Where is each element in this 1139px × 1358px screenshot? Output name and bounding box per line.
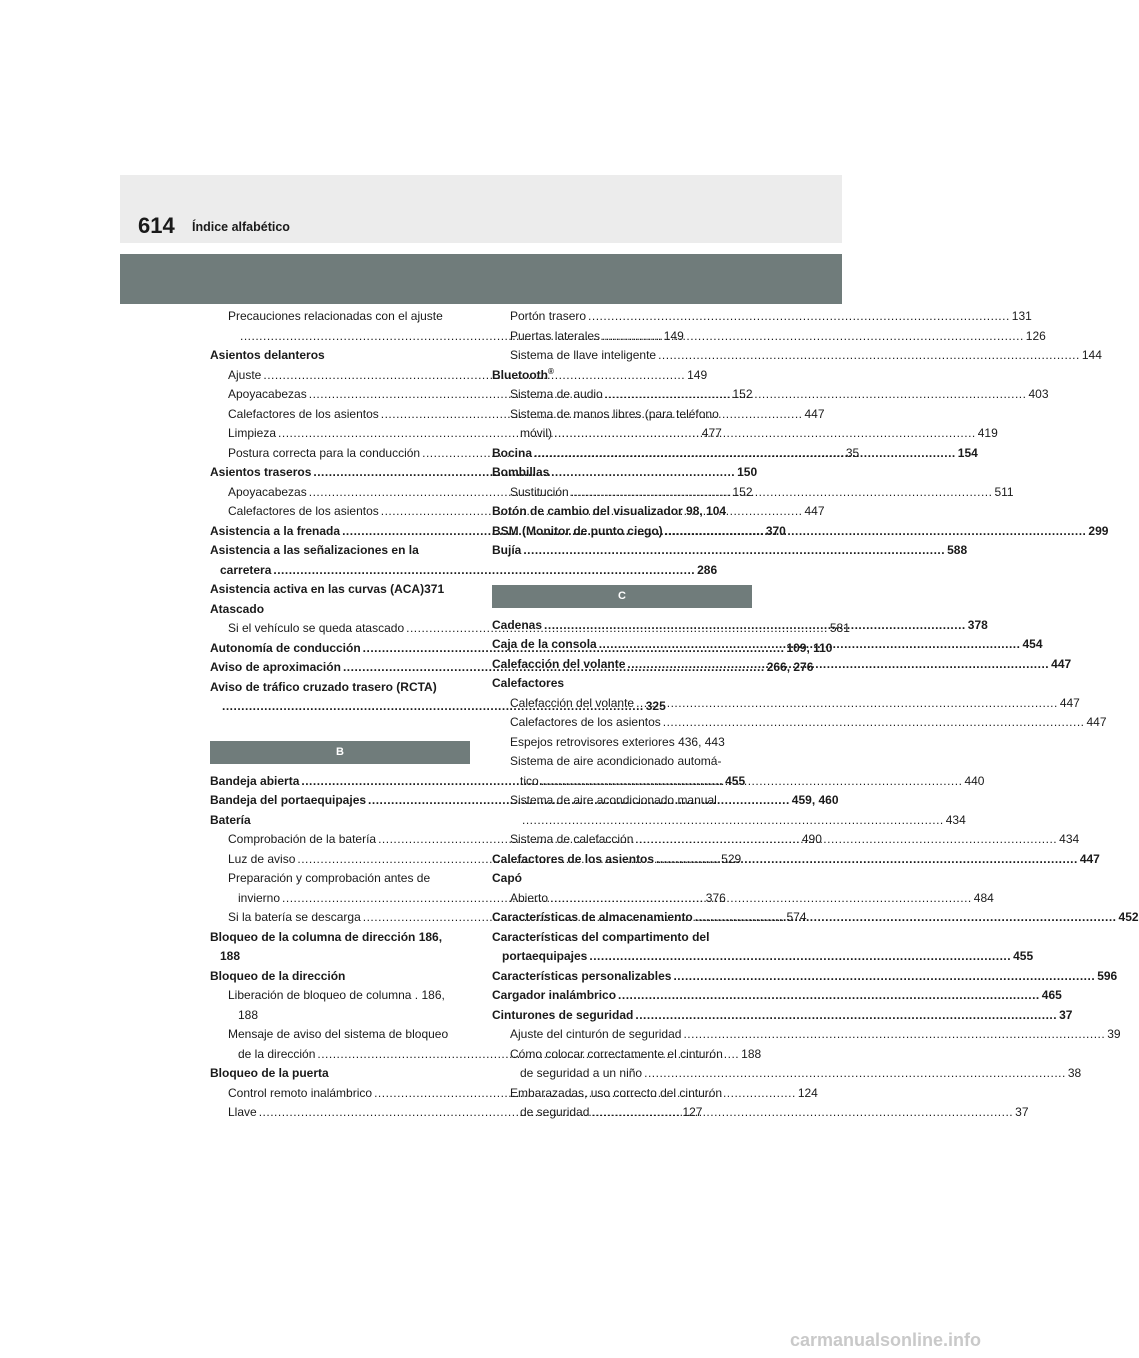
index-entry-term: Puertas laterales	[510, 328, 601, 343]
index-entry-page: 581	[829, 621, 850, 635]
index-entry-term: Cargador inalámbrico	[492, 988, 617, 1002]
section-title: Índice alfabético	[192, 220, 290, 234]
index-entry-term: de la dirección	[238, 1046, 316, 1061]
index-entry-term: Embarazadas, uso correcto del cinturón	[510, 1085, 723, 1100]
index-entry-term: Aviso de tráfico cruzado trasero (RCTA)	[210, 679, 437, 694]
leader-dots	[665, 522, 1087, 542]
index-entry-page: 452	[1118, 910, 1139, 924]
leader-dots	[605, 385, 1027, 405]
leader-dots	[588, 307, 1010, 327]
leader-dots	[658, 346, 1080, 366]
index-entry-term: Bluetooth®	[492, 366, 554, 382]
index-entry	[210, 580, 470, 600]
leader-dots	[644, 1064, 1066, 1084]
index-entry-page: 574	[786, 910, 807, 924]
index-entry-page: 131	[1011, 309, 1032, 323]
index-entry-term: Calefacción del volante	[510, 695, 635, 710]
index-entry-term: Postura correcta para la conducción	[228, 445, 421, 460]
index-entry-page: 152	[732, 484, 753, 499]
leader-dots	[522, 811, 944, 831]
index-entry	[210, 1064, 470, 1084]
index-entry	[210, 678, 470, 698]
index-entry	[492, 694, 1080, 714]
index-entry	[492, 1084, 752, 1104]
index-entry-page: 370	[765, 523, 786, 538]
index-entry-term: Abierto	[510, 890, 549, 905]
index-entry-term: Llave	[228, 1105, 257, 1119]
index-entry-term: Calefactores de los asientos	[492, 851, 655, 866]
index-entry-page: 286	[697, 562, 718, 577]
index-entry	[492, 928, 752, 948]
leader-dots	[695, 908, 1117, 928]
index-entry	[210, 986, 470, 1006]
index-entry-term: Calefacción del volante	[492, 656, 626, 671]
index-entry-page: 447	[1079, 851, 1100, 866]
index-entry-page: 39	[1107, 1027, 1121, 1041]
index-entry	[492, 502, 752, 522]
index-entry	[492, 869, 752, 889]
index-entry-page: 149	[663, 328, 684, 343]
index-entry-page: 378	[967, 617, 988, 632]
header-dark-band	[120, 254, 842, 304]
index-entry	[210, 561, 718, 581]
index-entry	[492, 463, 752, 483]
index-entry	[492, 772, 985, 792]
index-entry-term: Cinturones de seguridad	[492, 1007, 634, 1022]
index-entry-page: 419	[977, 426, 998, 440]
index-entry-term: de seguridad	[520, 1105, 590, 1119]
index-entry-term: tico	[520, 773, 539, 788]
index-entry	[492, 1064, 1082, 1084]
index-entry-page: 447	[804, 504, 825, 518]
index-entry	[492, 385, 1049, 405]
index-entry-term: Sistema de manos libres (para teléfono	[510, 406, 719, 421]
letter-heading-c: C	[492, 585, 752, 608]
index-entry	[492, 405, 752, 425]
index-entry	[492, 791, 752, 811]
index-entry	[492, 1045, 752, 1065]
index-entry-term: Capó	[492, 871, 522, 885]
index-entry	[492, 850, 1100, 870]
index-entry-term: Cadenas	[492, 617, 543, 632]
index-entry	[492, 986, 1062, 1006]
index-entry	[210, 967, 470, 987]
leader-dots	[673, 967, 1095, 987]
leader-dots	[635, 830, 1057, 850]
leader-dots	[618, 986, 1040, 1006]
index-entry-term: Asientos traseros	[210, 465, 312, 479]
index-entry-term: Si la batería se descarga	[228, 910, 361, 924]
index-entry-page: 124	[797, 1085, 818, 1100]
index-entry-page: 109, 110	[786, 640, 833, 655]
index-entry-term: Preparación y comprobación antes de	[228, 871, 431, 885]
index-entry-term: Espejos retrovisores exteriores 436, 443	[510, 734, 725, 749]
index-entry-page: 465	[1041, 988, 1062, 1002]
index-entry-term: Calefactores de los asientos	[228, 504, 379, 518]
watermark: carmanualsonline.info	[790, 1330, 982, 1350]
leader-dots	[534, 444, 956, 464]
index-entry-term: Limpieza	[228, 426, 277, 440]
index-entry-page: 588	[947, 543, 968, 557]
leader-dots	[627, 655, 1049, 675]
index-entry-page: 149	[687, 367, 708, 382]
index-entry-page: 477	[701, 426, 722, 440]
index-entry-term: Asistencia a la frenada	[210, 523, 341, 538]
leader-dots	[591, 1103, 1013, 1123]
index-entry-page: 403	[1028, 387, 1049, 401]
index-entry	[210, 307, 470, 327]
index-entry-page: 38	[1067, 1066, 1082, 1080]
index-entry	[210, 541, 470, 561]
index-entry-page: 434	[945, 812, 966, 827]
leader-dots	[663, 713, 1085, 733]
leader-dots	[656, 850, 1078, 870]
index-entry	[210, 1006, 470, 1026]
index-entry	[492, 346, 1102, 366]
index-entry-term: Características personalizables	[492, 968, 672, 983]
index-entry-page: 447	[1051, 656, 1072, 671]
index-entry-term: Atascado	[210, 601, 265, 616]
index-entry-page: 434	[1059, 832, 1080, 846]
index-entry	[492, 752, 752, 772]
index-entry-term: Sistema de aire acondicionado manual	[510, 793, 717, 807]
index-entry-term: Bloqueo de la puerta	[210, 1066, 329, 1080]
index-entry	[492, 947, 1034, 967]
index-entry-term: Aviso de aproximación	[210, 660, 341, 674]
index-entry-term: Sustitución	[510, 484, 569, 499]
index-entry-term: portaequipajes	[502, 949, 588, 963]
index-entry-term: Apoyacabezas	[228, 387, 307, 401]
index-entry-term: 188	[238, 1007, 259, 1022]
index-entry-term: 188	[220, 949, 241, 963]
leader-dots	[635, 1006, 1057, 1026]
index-entry-term: Asistencia a las señalizaciones en la	[210, 543, 419, 557]
index-entry-page: 266, 276	[766, 660, 814, 674]
index-entry-page: 299	[1088, 523, 1109, 538]
index-entry-term: Bloqueo de la columna de dirección 186,	[210, 929, 443, 944]
index-entry	[210, 947, 470, 967]
index-entry-page: 455	[1013, 949, 1034, 963]
leader-dots	[571, 483, 993, 503]
index-entry	[492, 733, 752, 753]
page-number: 614	[138, 213, 175, 238]
index-entry-term: BSM (Monitor de punto ciego)	[492, 523, 663, 538]
index-entry-term: Sistema de llave inteligente	[510, 348, 657, 362]
index-entry	[492, 713, 1107, 733]
index-entry-page: 126	[1025, 328, 1046, 343]
letter-heading-b: B	[210, 741, 470, 764]
index-entry-term: Sistema de calefacción	[510, 832, 634, 846]
leader-dots	[554, 424, 976, 444]
index-entry	[210, 869, 470, 889]
index-entry-term: móvil)	[520, 426, 552, 440]
index-entry-page: 154	[957, 445, 978, 460]
index-entry-page: 447	[1086, 715, 1107, 729]
index-entry-term: Si el vehículo se queda atascado	[228, 621, 405, 635]
index-entry-page: 35	[845, 445, 860, 460]
index-entry-term: Sistema de aire acondicionado automá-	[510, 754, 722, 768]
index-entry	[492, 674, 752, 694]
index-entry	[492, 1025, 1121, 1045]
leader-dots	[541, 772, 963, 792]
index-entry	[210, 1025, 470, 1045]
index-entry-term: Ajuste	[228, 367, 262, 382]
index-entry-page: 454	[1022, 637, 1043, 651]
index-entry	[492, 1006, 1073, 1026]
index-entry-page: 529	[721, 851, 742, 866]
index-entry-page: 150	[737, 465, 758, 479]
index-entry-term: Portón trasero	[510, 309, 587, 323]
index-entry-term: Bombillas	[492, 465, 550, 479]
index-entry-term: carretera	[220, 562, 272, 577]
index-entry	[210, 928, 470, 948]
leader-dots	[683, 1025, 1105, 1045]
index-entry-term: Botón de cambio del visualizador 98, 104	[492, 504, 727, 518]
index-entry-term: Bujía	[492, 543, 522, 557]
index-entry-term: Características de almacenamiento	[492, 910, 693, 924]
index-entry-term: Precauciones relacionadas con el ajuste	[228, 309, 443, 323]
index-entry-term: Apoyacabezas	[228, 484, 307, 499]
index-entry-term: Control remoto inalámbrico	[228, 1085, 373, 1100]
leader-dots	[544, 616, 966, 636]
index-entry-term: Características del compartimento del	[492, 929, 710, 944]
index-entry-term: Luz de aviso	[228, 851, 296, 866]
index-entry	[492, 366, 752, 386]
index-entry-term: Bocina	[492, 445, 533, 460]
index-entry	[210, 346, 470, 366]
index-entry	[492, 424, 998, 444]
index-entry	[492, 483, 1014, 503]
index-entry-page: 376	[705, 890, 726, 905]
index-entry-page: 127	[682, 1105, 703, 1119]
index-entry-term: Comprobación de la batería	[228, 832, 377, 846]
index-entry-term: Bandeja del portaequipajes	[210, 793, 367, 807]
index-entry	[210, 600, 470, 620]
index-entry	[492, 1103, 1029, 1123]
leader-dots	[550, 889, 972, 909]
index-entry-term: Cómo colocar correctamente el cinturón	[510, 1046, 723, 1061]
index-entry	[492, 967, 1118, 987]
index-entry-page: 37	[1015, 1105, 1029, 1119]
index-entry-term: Liberación de bloqueo de columna . 186,	[228, 988, 445, 1002]
index-entry-term: Asistencia activa en las curvas (ACA)371	[210, 582, 445, 596]
index-entry-page: 511	[994, 484, 1014, 499]
leader-dots	[636, 694, 1058, 714]
index-entry	[210, 811, 470, 831]
index-entry-page: 37	[1059, 1007, 1073, 1022]
index-entry-page: 152	[732, 387, 753, 401]
index-entry-term: Ajuste del cinturón de seguridad	[510, 1027, 682, 1041]
index-entry-term: Calefactores de los asientos	[510, 715, 661, 729]
index-entry-term: Bandeja abierta	[210, 773, 300, 788]
index-entry-term: Batería	[210, 812, 251, 827]
index-entry-term: invierno	[238, 890, 281, 905]
index-entry	[492, 811, 966, 831]
index-entry-page: 144	[1081, 348, 1102, 362]
index-entry-page: 455	[725, 773, 746, 788]
index-entry-page: 459, 460	[791, 793, 839, 807]
index-entry-page: 325	[645, 699, 666, 713]
index-entry-page: 447	[1059, 695, 1080, 710]
index-entry-term: Autonomía de conducción	[210, 640, 361, 655]
index-entry	[492, 889, 994, 909]
index-entry	[492, 307, 1032, 327]
index-entry-term: Caja de la consola	[492, 637, 597, 651]
index-entry-term: Sistema de audio	[510, 387, 603, 401]
index-entry-page: 484	[973, 890, 994, 905]
index-entry-page: 490	[801, 832, 822, 846]
registered-mark: ®	[548, 366, 554, 376]
index-entry-page: 188	[741, 1046, 762, 1061]
leader-dots	[599, 635, 1021, 655]
index-entry-page: 440	[964, 773, 985, 788]
index-entry-term: Calefactores de los asientos	[228, 406, 379, 421]
index-entry-term: Asientos delanteros	[210, 348, 325, 362]
index-entry-page: 596	[1097, 968, 1118, 983]
leader-dots	[589, 947, 1011, 967]
index-entry-page: 447	[804, 406, 825, 421]
leader-dots	[602, 327, 1024, 347]
index-entry-term: Mensaje de aviso del sistema de bloqueo	[228, 1027, 449, 1041]
leader-dots	[523, 541, 945, 561]
index-entry	[492, 327, 1046, 347]
index-entry-term: Calefactores	[492, 676, 565, 690]
index-entry-term: de seguridad a un niño	[520, 1066, 643, 1080]
index-entry	[492, 541, 968, 561]
index-entry-term: Bloqueo de la dirección	[210, 968, 346, 983]
